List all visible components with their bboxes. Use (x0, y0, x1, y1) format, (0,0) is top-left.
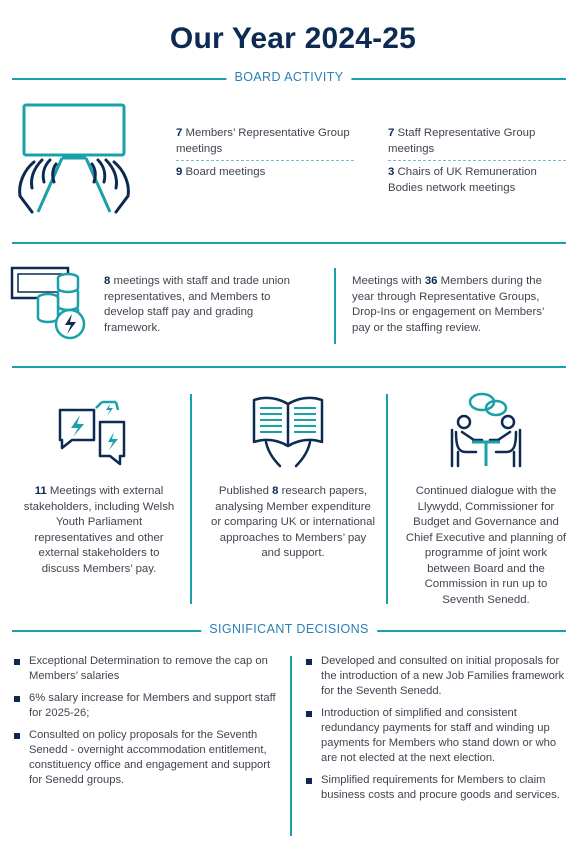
board-item-members-rep: 7 Members’ Representative Group meetings (176, 127, 350, 155)
significant-decisions-heading (12, 622, 566, 638)
board-item-staff-rep: 7 Staff Representative Group meetings (388, 127, 536, 155)
column-divider (190, 394, 192, 604)
column-divider (334, 268, 336, 344)
list-item: Developed and consulted on initial proposals for the introduction of a new Job Families framework for the Seventh Senedd. (306, 654, 568, 699)
decisions-left-list (14, 654, 276, 795)
bullet-square (306, 778, 312, 784)
section-divider (12, 366, 566, 368)
member-meetings-text: Meetings with 36 Members during the year through Representative Groups, Drop-Ins or engagement on Members’ pay or the staffing review. (352, 275, 545, 334)
bullet-square (306, 711, 312, 717)
significant-decisions-label: SIGNIFICANT DECISIONS (201, 622, 377, 636)
board-activity-heading (12, 70, 566, 86)
board-item-uk-chairs: 3 Chairs of UK Remuneration Bodies network meetings (388, 166, 537, 194)
page-title: Our Year 2024-25 (169, 22, 417, 55)
bullet-square (306, 659, 312, 665)
bullet-square (14, 696, 20, 702)
list-item: Exceptional Determination to remove the cap on Members’ salaries (14, 654, 276, 684)
bullet-square (14, 733, 20, 739)
bullet-square (14, 659, 20, 665)
research-papers-text: Published 8 research papers, analysing Member expenditure or comparing UK or international approaches to Members’ pay and support. (211, 485, 375, 559)
staff-pay-meetings-text: 8 meetings with staff and trade union representatives, and Members to develop staff pay and grading framework. (104, 275, 290, 334)
column-divider (386, 394, 388, 604)
meeting-table-icon (446, 390, 526, 470)
list-item: Simplified requirements for Members to claim business costs and procure goods and services. (306, 773, 568, 803)
board-item-board-meetings: 9 Board meetings (176, 166, 266, 178)
continued-dialogue-text: Continued dialogue with the Llywydd, Commissioner for Budget and Governance and Chief Executive and planning of programme of joint work between Board and the Commission in run up to Seventh Senedd. (405, 485, 567, 606)
cash-coins-icon (10, 262, 92, 342)
decisions-right-list (306, 654, 568, 810)
column-divider (290, 656, 292, 836)
dotted-separator (388, 160, 566, 161)
section-divider (12, 242, 566, 244)
list-item: Introduction of simplified and consistent redundancy payments for staff and winding up payments for Members who stand down or who are not elected at the next election. (306, 706, 568, 766)
external-stakeholders-text: 11 Meetings with external stakeholders, including Welsh Youth Parliament representatives and other external stakeholders to discuss Members’ pay. (23, 485, 175, 575)
board-activity-label: BOARD ACTIVITY (226, 70, 351, 84)
chat-lightning-icon (54, 396, 130, 466)
list-item: Consulted on policy proposals for the Seventh Senedd - overnight accommodation entitlement, constituency office and engagement and support for Senedd groups. (14, 728, 276, 788)
laptop-hands-icon (10, 100, 138, 218)
list-item: 6% salary increase for Members and support staff for 2025-26; (14, 691, 276, 721)
open-book-icon (248, 392, 328, 468)
dotted-separator (176, 160, 354, 161)
